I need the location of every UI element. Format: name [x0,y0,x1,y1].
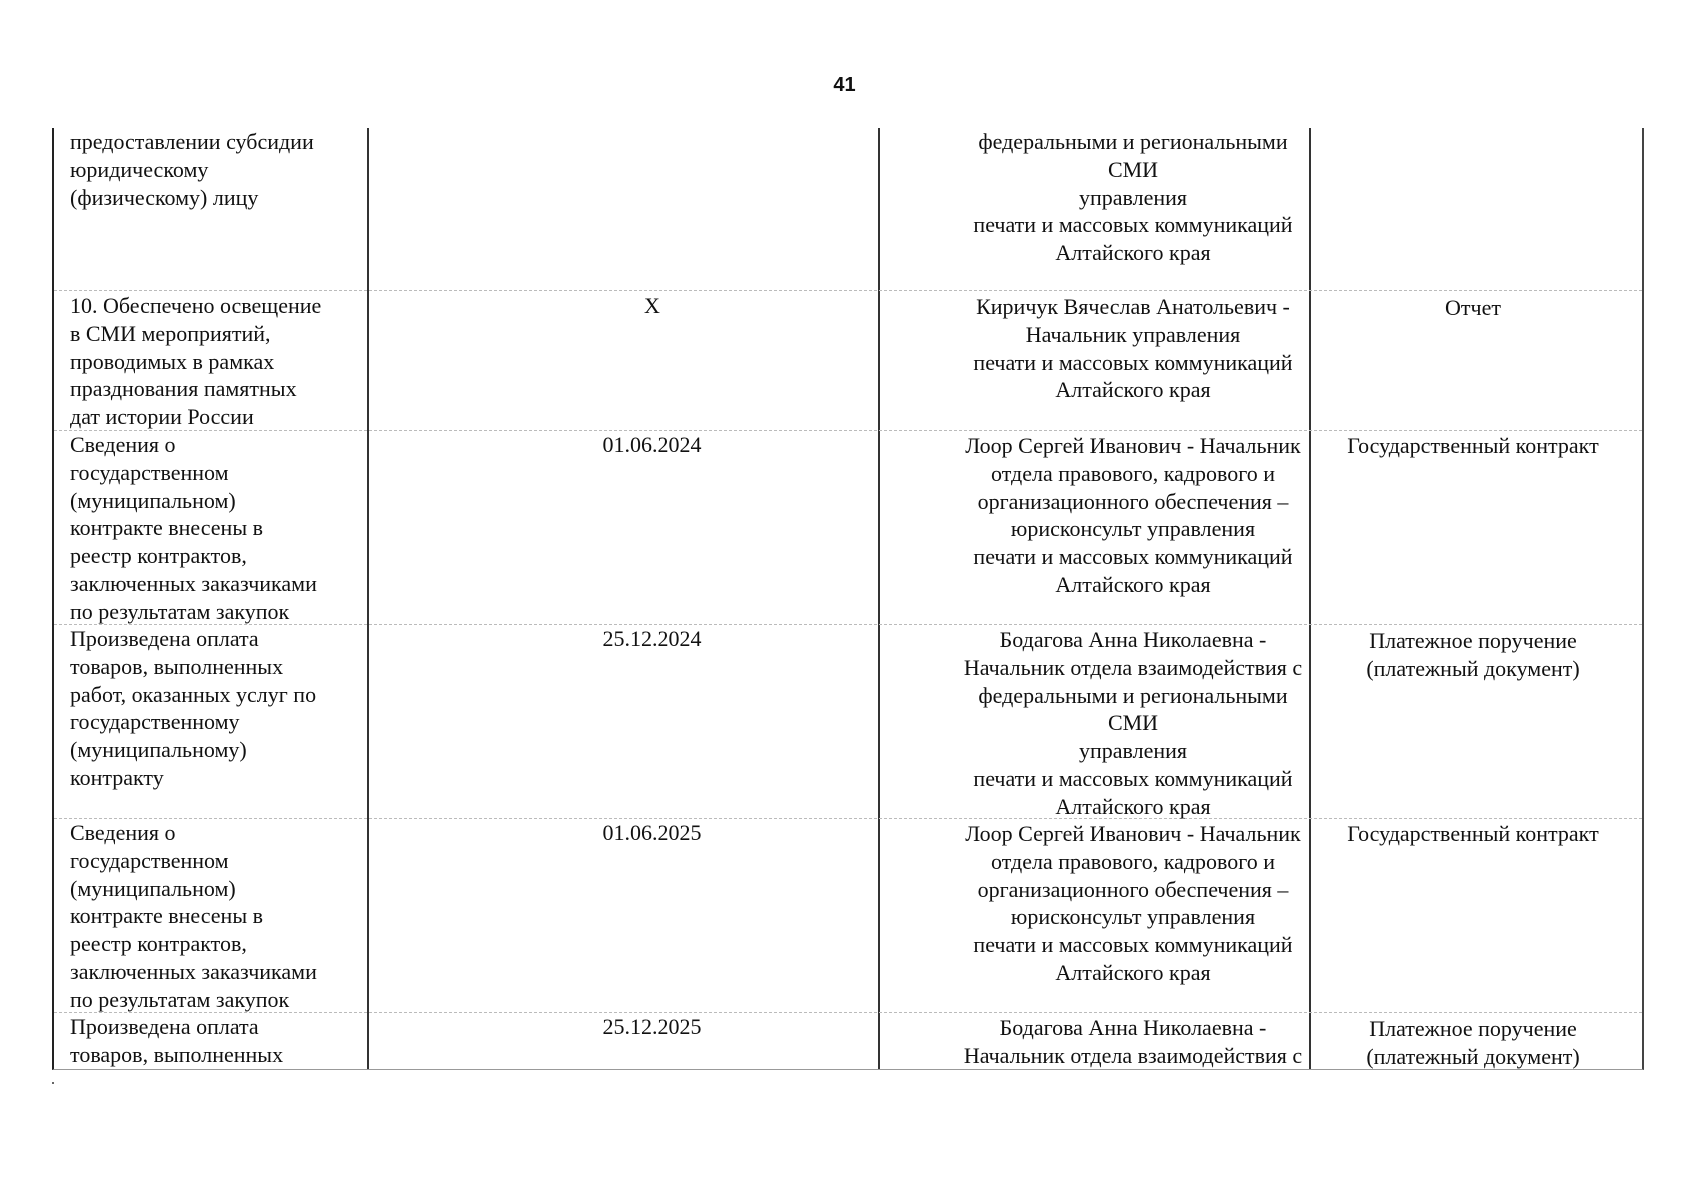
row-document: Государственный контракт [1347,433,1599,458]
plan-table [52,128,1644,1070]
row-date: X [644,293,660,318]
row-document: Отчет [1445,295,1501,320]
row-responsible: федеральными и региональными СМИ управления печати и массовых коммуникаций Алтайского края [973,129,1293,266]
row-responsible: Лоор Сергей Иванович - Начальник отдела правового, кадрового и организационного обеспечения – юрисконсульт управления печати и массовых коммуникаций Алтайского края [965,433,1301,597]
row-description: 10. Обеспечено освещение в СМИ мероприятий, проводимых в рамках празднования памятных дат истории России [70,293,322,430]
row-description: Сведения о государственном (муниципальном) контракте внесены в реестр контрактов, заключенных заказчиками по результатам закупок [70,432,317,624]
row-document: Платежное поручение (платежный документ) [1366,1016,1580,1069]
row-responsible: Лоор Сергей Иванович - Начальник отдела правового, кадрового и организационного обеспечения – юрисконсульт управления печати и массовых коммуникаций Алтайского края [965,821,1301,985]
row-divider [54,290,1642,291]
row-responsible: Киричук Вячеслав Анатольевич - Начальник управления печати и массовых коммуникаций Алтайского края [973,294,1293,403]
row-responsible: Бодагова Анна Николаевна - Начальник отдела взаимодействия с [963,1015,1303,1068]
column-divider [878,128,880,1069]
column-divider [367,128,369,1069]
row-document: Государственный контракт [1347,821,1599,846]
row-date: 25.12.2024 [602,626,702,651]
row-description: предоставлении субсидии юридическому (физическому) лицу [70,129,314,210]
row-document: Платежное поручение (платежный документ) [1366,628,1580,681]
row-description: Сведения о государственном (муниципальном) контракте внесены в реестр контрактов, заключенных заказчиками по результатам закупок [70,820,317,1012]
row-responsible: Бодагова Анна Николаевна - Начальник отдела взаимодействия с федеральными и региональными СМИ управления печати и массовых коммуникаций Алтайского края [963,627,1303,819]
row-description: Произведена оплата товаров, выполненных работ, оказанных услуг по государственному (муниципальному) контракту [70,626,317,790]
row-description: Произведена оплата товаров, выполненных [70,1014,284,1067]
row-date: 25.12.2025 [602,1014,702,1039]
page-number: 41 [833,74,856,96]
scan-speck [52,1082,54,1084]
row-date: 01.06.2024 [602,432,702,457]
row-date: 01.06.2025 [602,820,702,845]
